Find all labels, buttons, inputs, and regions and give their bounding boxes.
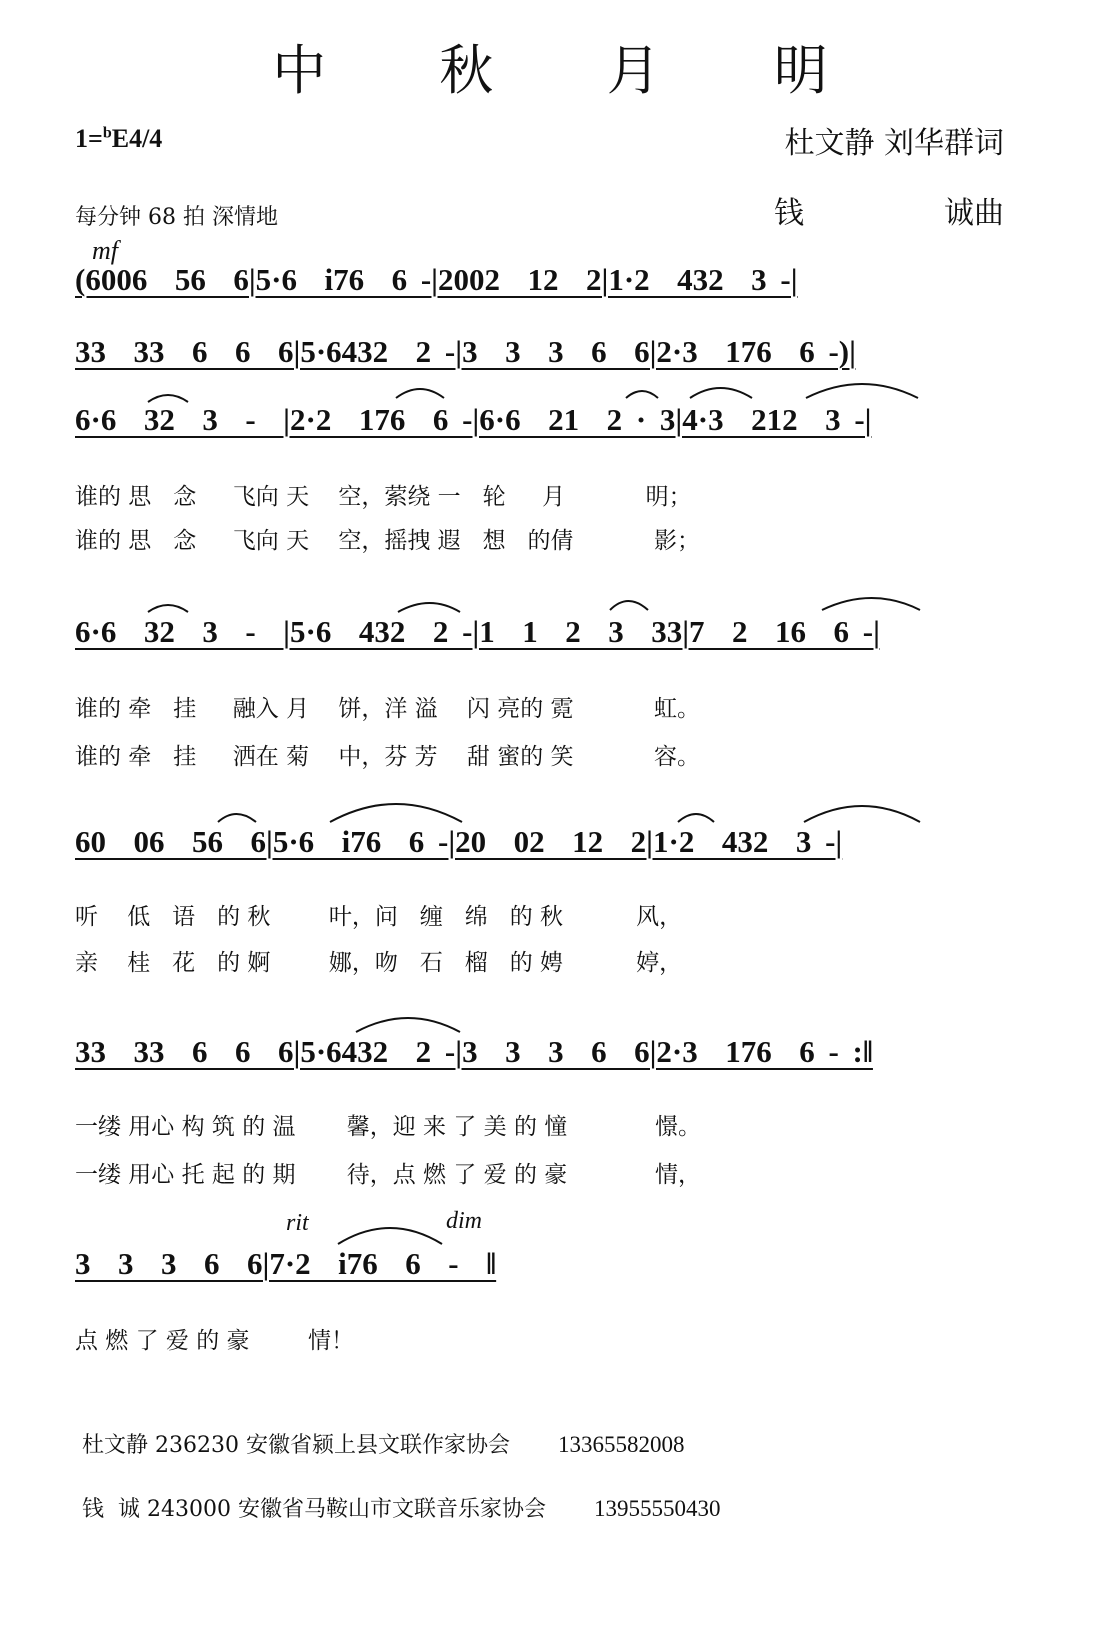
contact-composer [82, 1492, 720, 1523]
slur [678, 814, 714, 822]
slur [610, 601, 648, 610]
contact-text: 钱 诚 243000 安徽省马鞍山市文联音乐家协会 [82, 1497, 546, 1522]
rit-marking: rit [286, 1210, 309, 1236]
slur [338, 1228, 442, 1244]
slur [356, 1018, 460, 1032]
lyric-line-4a: 谁的 牵 挂 融入 月 饼，洋 溢 闪 亮的 霓 虹。 [75, 696, 700, 722]
composer-surname: 钱 [774, 196, 804, 231]
key-signature [75, 124, 162, 154]
key-rest: E4/4 [111, 124, 163, 153]
slur [396, 389, 444, 398]
lyric-line-5a: 听 低 语 的 秋 叶，问 缠 绵 的 秋 风， [75, 904, 683, 930]
contact-phone: 13955550430 [593, 1496, 721, 1521]
composer-credit [774, 188, 1004, 232]
score-line-4: 6·6 32 3 - |5·6 432 2 -|1 1 2 3 33|7 2 16 6 -| [75, 614, 880, 649]
lyric-line-7: 点 燃 了 爱 的 豪 情！ [75, 1328, 355, 1354]
key-prefix: 1= [75, 124, 103, 153]
composer-rest: 诚曲 [944, 196, 1004, 231]
score-line-1: (6006 56 6|5·6 i76 6 -|2002 12 2|1·2 432 3 -| [75, 262, 798, 297]
contact-phone: 13365582008 [557, 1432, 685, 1457]
slur [806, 384, 918, 398]
tempo-marking: 每分钟 68 拍 深情地 [75, 205, 278, 230]
contact-text: 杜文静 236230 安徽省颍上县文联作家协会 [82, 1433, 510, 1458]
score-line-3: 6·6 32 3 - |2·2 176 6 -|6·6 21 2 · 3|4·3 212 3 -| [75, 402, 872, 437]
lyric-line-5b: 亲 桂 花 的 婀 娜，吻 石 榴 的 娉 婷， [75, 950, 683, 976]
slur [330, 804, 462, 822]
score-line-7: 3 3 3 6 6|7·2 i76 6 - ‖ [75, 1246, 497, 1281]
lyric-line-4b: 谁的 牵 挂 洒在 菊 中，芬 芳 甜 蜜的 笑 容。 [75, 744, 700, 770]
page-title: 中 秋 月 明 [272, 39, 876, 102]
slur [218, 814, 256, 822]
slur [148, 395, 188, 402]
slur [626, 391, 658, 398]
slur [822, 598, 920, 610]
score-line-5: 60 06 56 6|5·6 i76 6 -|20 02 12 2|1·2 432 3 -| [75, 824, 843, 859]
lyric-line-3a: 谁的 思 念 飞向 天 空，萦绕 一 轮 月 明； [75, 484, 692, 510]
contact-lyricist [82, 1428, 684, 1459]
score-line-2: 33 33 6 6 6|5·6432 2 -|3 3 3 6 6|2·3 176 6 -)| [75, 334, 856, 369]
dim-marking: dim [446, 1208, 482, 1234]
slur [804, 806, 920, 822]
dynamic-marking: mf [92, 236, 118, 265]
slur [690, 388, 752, 398]
slur [148, 605, 188, 612]
slur [398, 603, 460, 612]
lyric-line-3b: 谁的 思 念 飞向 天 空，摇拽 遐 想 的倩 影； [75, 528, 700, 554]
lyric-line-6a: 一缕 用心 构 筑 的 温 馨，迎 来 了 美 的 憧 憬。 [75, 1114, 702, 1140]
score-line-6: 33 33 6 6 6|5·6432 2 -|3 3 3 6 6|2·3 176 6 - :‖ [75, 1034, 873, 1069]
lyricist-credit: 杜文静 刘华群词 [784, 126, 1004, 161]
flat-sign: b [102, 124, 112, 142]
lyric-line-6b: 一缕 用心 托 起 的 期 待，点 燃 了 爱 的 豪 情， [75, 1162, 702, 1188]
